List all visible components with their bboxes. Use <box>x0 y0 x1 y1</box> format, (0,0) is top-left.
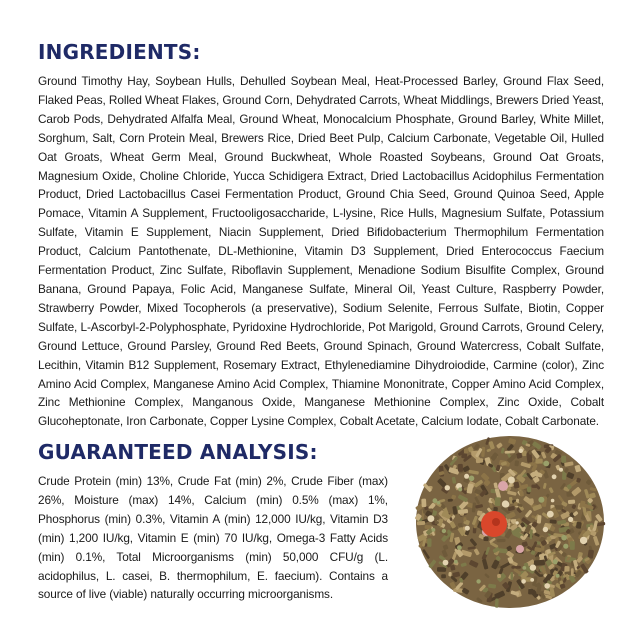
seed <box>552 474 557 479</box>
pellet <box>571 568 574 576</box>
pellet <box>576 522 582 529</box>
seed <box>556 574 560 578</box>
pellet <box>590 525 593 530</box>
seed <box>428 515 435 522</box>
pellet <box>511 566 521 569</box>
pellet <box>535 458 542 463</box>
ingredients-heading: INGREDIENTS: <box>38 40 201 64</box>
seed <box>454 560 458 564</box>
seed <box>522 566 526 570</box>
seed <box>551 499 555 503</box>
pellet <box>437 567 446 572</box>
pink-piece <box>498 481 508 491</box>
pellet <box>448 499 453 502</box>
seed <box>476 579 480 583</box>
seed <box>464 474 469 479</box>
pellet <box>514 460 519 466</box>
pellet <box>510 572 513 580</box>
pellet <box>497 539 506 542</box>
pellet <box>528 589 533 595</box>
seed <box>442 529 446 533</box>
pellet <box>458 464 463 472</box>
seed <box>543 461 549 467</box>
pellet <box>498 548 507 553</box>
seed <box>433 498 438 503</box>
seed <box>530 578 534 582</box>
food-pile-image <box>408 424 612 614</box>
seed <box>465 526 470 531</box>
red-piece-center <box>492 518 500 526</box>
pellet <box>458 523 463 528</box>
seed <box>543 527 548 532</box>
pellet <box>527 486 532 492</box>
pellet <box>427 538 431 547</box>
pellet <box>561 456 566 463</box>
seed <box>458 487 462 491</box>
pellet <box>531 484 537 488</box>
pellet <box>417 521 425 525</box>
pellet <box>421 499 426 508</box>
seed <box>559 468 563 472</box>
seed <box>568 517 573 522</box>
pellet <box>464 448 469 453</box>
seed <box>469 476 475 482</box>
seed <box>519 449 523 453</box>
seed <box>437 501 441 505</box>
seed <box>561 535 567 541</box>
guaranteed-analysis-text: Crude Protein (min) 13%, Crude Fat (min) 2%, Crude Fiber (max) 26%, Moisture (max) 14%, Calcium (min) 0.5% (max) 1%, Phosphorus (min) 0.3%, Vitamin A (min) 12,000 IU/kg, Vitamin D3 (min) 1,200 IU/kg, Vitamin E (min) 70 IU/kg, Omega-3 Fatty Acids (min) 0.1%, Total Microorganisms (min) 50,000 CFU/g (L. acidophilus, L. casei, B. thermophilum, E. faecium). Contains a source of live (viable) naturally occurring microorganisms. <box>38 474 388 602</box>
pellet <box>448 572 452 577</box>
seed <box>563 544 568 549</box>
pellet <box>483 537 488 541</box>
seed <box>544 583 550 589</box>
seed <box>432 528 436 532</box>
seed <box>547 511 554 518</box>
pellet <box>495 497 501 506</box>
seed <box>503 501 509 507</box>
seed <box>580 537 587 544</box>
seed <box>553 559 558 564</box>
seed <box>443 560 449 566</box>
guaranteed-analysis-heading: GUARANTEED ANALYSIS: <box>38 440 318 464</box>
ingredients-text: Ground Timothy Hay, Soybean Hulls, Dehulled Soybean Meal, Heat-Processed Barley, Ground Flax Seed, Flaked Peas, Rolled Wheat Flakes, Ground Corn, Dehydrated Carrots, Wheat Middlings, Brewers Dried Yeast, Carob Pods, Dehydrated Alfalfa Meal, Ground Wheat, Monocalcium Phosphate, Ground Barley, White Millet, Sorghum, Salt, Corn Protein Meal, Brewers Rice, Dried Beet Pulp, Calcium Carbonate, Vegetable Oil, Hulled Oat Groats, Wheat Germ Meal, Ground Buckwheat, Whole Roasted Soybeans, Ground Oat Groats, Magnesium Oxide, Choline Chloride, Yucca Schidigera Extract, Dried Lactobacillus Acidophilus Fermentation Product, Dried Lactobacillus Casei Fermentation Product, Ground Chia Seed, Ground Quinoa Seed, Apple Pomace, Vitamin A Supplement, Fructooligosaccharide, L-lysine, Rice Hulls, Magnesium Sulfate, Potassium Sulfate, Vitamin E Supplement, Niacin Supplement, Dried Bifidobacterium Thermophilum Fermentation Product, Calcium Pantothenate, DL-Methionine, Vitamin D3 Supplement, Dried Enterococcus Faecium Fermentation Product, Zinc Sulfate, Riboflavin Supplement, Menadione Sodium Bisulfite Complex, Ground Banana, Ground Papaya, Folic Acid, Manganese Sulfate, Mineral Oil, Yeast Culture, Raspberry Powder, Strawberry Powder, Mixed Tocopherols (a preservative), Sodium Selenite, Ferrous Sulfate, Biotin, Copper Sulfate, L-Ascorbyl-2-Polyphosphate, Pyridoxine Hydrochloride, Pot Marigold, Ground Carrots, Ground Celery, Ground Lettuce, Ground Parsley, Ground Red Beets, Ground Spinach, Ground Watercress, Cobalt Sulfate, Lecithin, Vitamin B12 Supplement, Rosemary Extract, Ethylenediamine Dihydroiodide, Carmine (color), Zinc Amino Acid Complex, Manganese Amino Acid Complex, Thiamine Mononitrate, Copper Amino Acid Complex, Zinc Methionine Complex, Manganous Oxide, Manganese Methionine Complex, Zinc Oxide, Cobalt Glucoheptonate, Iron Carbonate, Copper Lysine Complex, Cobalt Acetate, Calcium Iodate, Cobalt Carbonate. <box>38 74 604 429</box>
pellet <box>550 519 557 523</box>
seed <box>516 521 519 524</box>
seed <box>530 564 536 570</box>
pink-piece <box>516 545 524 553</box>
seed <box>457 545 462 550</box>
seed <box>538 497 544 503</box>
seed <box>521 579 526 584</box>
seed <box>445 485 450 490</box>
pellet <box>568 500 575 505</box>
pellet <box>476 458 484 463</box>
pellet <box>570 541 575 550</box>
pellet <box>497 574 501 578</box>
pellet <box>534 560 545 566</box>
pellet <box>495 598 499 607</box>
pellet <box>441 574 446 578</box>
pellet <box>463 517 466 522</box>
seed <box>508 477 515 484</box>
